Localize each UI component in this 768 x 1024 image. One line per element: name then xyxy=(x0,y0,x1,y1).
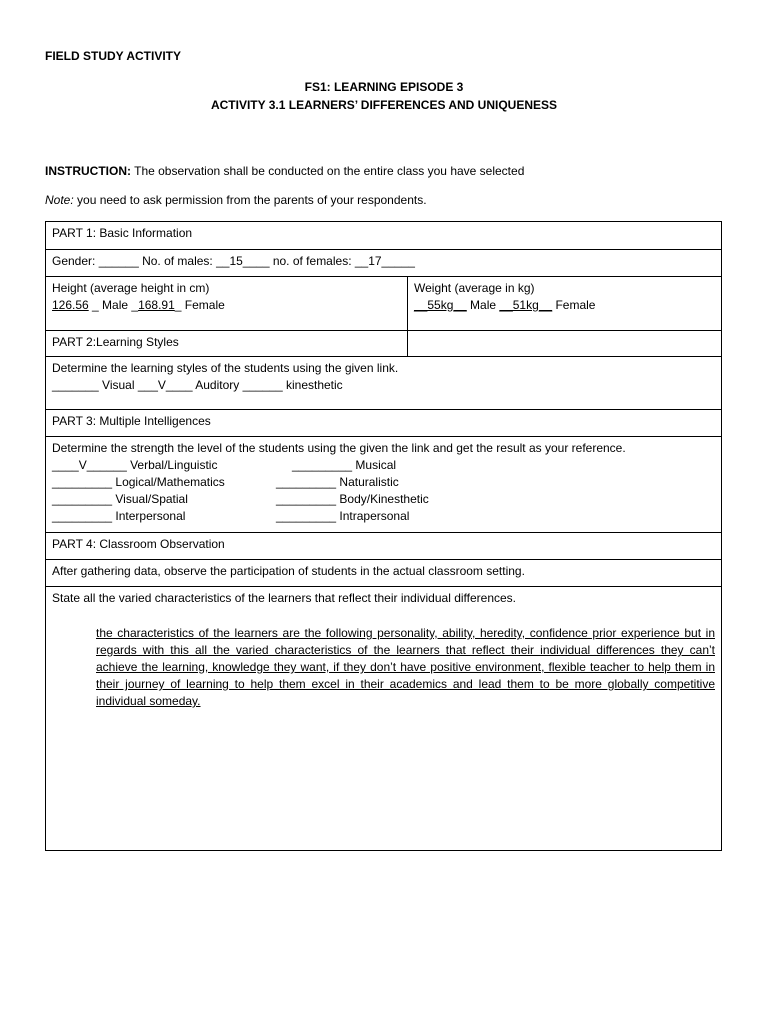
weight-cell xyxy=(408,277,722,331)
part3-title: PART 3: Multiple Intelligences xyxy=(52,414,211,428)
part2-empty-cell xyxy=(408,331,722,357)
weight-male-text: Male xyxy=(466,298,500,312)
learning-styles-instruction: Determine the learning styles of the students using the given link. xyxy=(52,361,399,375)
height-values xyxy=(52,297,401,314)
mi-checklist xyxy=(52,457,715,525)
instruction-text: The observation shall be conducted on the entire class you have selected xyxy=(131,164,525,178)
characteristics-cell xyxy=(46,587,722,851)
height-female-text: _ Female xyxy=(174,298,225,312)
weight-female-value: __51kg__ xyxy=(499,298,553,312)
mi-item: _________ Intrapersonal xyxy=(276,509,410,523)
mi-item: _________ Naturalistic xyxy=(276,475,399,489)
weight-label: Weight (average in kg) xyxy=(414,281,535,295)
part4-title: PART 4: Classroom Observation xyxy=(52,537,225,551)
part3-title-cell xyxy=(46,410,722,437)
learning-styles-options: _______ Visual ___V____ Auditory ______ kinesthetic xyxy=(52,378,343,392)
classroom-observation-cell xyxy=(46,560,722,587)
mi-item: _________ Body/Kinesthetic xyxy=(276,492,429,506)
note-text: you need to ask permission from the parents of your respondents. xyxy=(73,193,427,207)
height-female-value: 168.91 xyxy=(138,298,175,312)
gender-line: Gender: ______ No. of males: __15____ no. of females: __17_____ xyxy=(52,254,415,268)
part1-title-cell xyxy=(46,222,722,250)
learning-styles-cell xyxy=(46,357,722,410)
activity-heading: ACTIVITY 3.1 LEARNERS’ DIFFERENCES AND UNIQUENESS xyxy=(210,98,558,112)
mi-item: ____V______ Verbal/Linguistic xyxy=(52,458,218,472)
mi-item: _________ Logical/Mathematics xyxy=(52,475,225,489)
height-male-value: 126.56 xyxy=(52,298,89,312)
mi-item: _________ Interpersonal xyxy=(52,509,186,523)
part2-title: PART 2:Learning Styles xyxy=(52,335,179,349)
field-study-form xyxy=(45,221,722,851)
part2-title-cell xyxy=(46,331,408,357)
episode-heading: FS1: LEARNING EPISODE 3 xyxy=(304,80,464,94)
instruction-label: INSTRUCTION: xyxy=(45,164,131,178)
characteristics-answer: the characteristics of the learners are the following personality, ability, heredity, confidence prior experience but in regards with this all the varied characteristics of the learners that reflect their individual differences they can’t achieve the learning, knowledge they want, if they don’t have positive environment, flexible teacher to help them in their journey of learning to help them excel in their academics and lead them to be more globally competitive individual someday. xyxy=(96,626,715,708)
instruction-line xyxy=(45,164,524,178)
height-male-text: _ Male _ xyxy=(88,298,139,312)
height-label: Height (average height in cm) xyxy=(52,281,210,295)
observation-instruction: After gathering data, observe the participation of students in the actual classroom setting. xyxy=(52,564,525,578)
multiple-intelligences-cell xyxy=(46,437,722,533)
weight-female-text: Female xyxy=(552,298,596,312)
height-cell xyxy=(46,277,408,331)
weight-values xyxy=(414,297,715,314)
note-label: Note: xyxy=(45,193,74,207)
note-line xyxy=(45,193,427,207)
mi-item: _________ Musical xyxy=(292,458,397,472)
weight-male-value: __55kg__ xyxy=(414,298,467,312)
document-title: FIELD STUDY ACTIVITY xyxy=(45,49,182,63)
part4-title-cell xyxy=(46,533,722,560)
part1-title: PART 1: Basic Information xyxy=(52,226,193,240)
characteristics-question: State all the varied characteristics of the learners that reflect their individual differences. xyxy=(52,591,517,605)
mi-item: _________ Visual/Spatial xyxy=(52,492,188,506)
gender-cell xyxy=(46,250,722,277)
mi-instruction: Determine the strength the level of the students using the given the link and get the result as your reference. xyxy=(52,441,626,455)
